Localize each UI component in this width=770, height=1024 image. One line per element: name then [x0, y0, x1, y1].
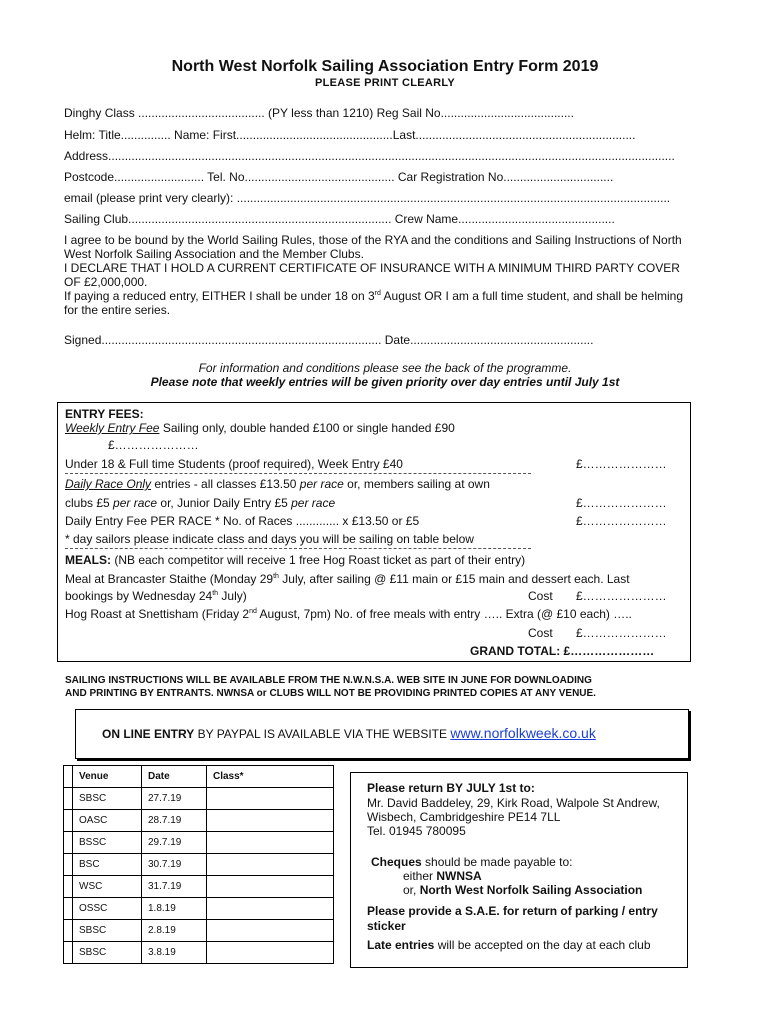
agreement-rules: I agree to be bound by the World Sailing Rules, those of the RYA and the conditions and Sailing Instructions of North West Norfolk Sailing Association and the Member Clubs.	[64, 233, 682, 261]
venue-cell: BSC	[73, 854, 142, 876]
payee-nwnsa: either NWNSA	[403, 869, 482, 883]
venue-cell: OSSC	[73, 898, 142, 920]
email-field[interactable]: email (please print very clearly): ..................................................................................................................................	[64, 191, 671, 205]
table-row	[64, 920, 334, 942]
form-subtitle: PLEASE PRINT CLEARLY	[314, 77, 456, 89]
postcode-tel-car-field[interactable]: Postcode........................... Tel. No............................................. Car Registration No.................................	[64, 170, 614, 184]
form-title: North West Norfolk Sailing Association Entry Form 2019	[171, 58, 599, 75]
venue-cell: SBSC	[73, 942, 142, 964]
cheques-payable: Cheques should be made payable to:	[371, 855, 573, 869]
class-header: Class*	[207, 766, 334, 788]
table-header-row	[64, 766, 334, 788]
entry-fees-box	[57, 402, 691, 662]
return-info-box	[350, 772, 688, 968]
table-row	[64, 942, 334, 964]
divider	[65, 548, 531, 549]
table-row	[64, 898, 334, 920]
daily-fee-per-race: Daily Entry Fee PER RACE * No. of Races ............. x £13.50 or £5	[65, 514, 420, 528]
row-marker-header	[64, 766, 73, 788]
payee-association: or, North West Norfolk Sailing Association	[403, 883, 643, 897]
class-input-cell[interactable]	[207, 788, 334, 810]
class-input-cell[interactable]	[207, 832, 334, 854]
grand-total[interactable]: GRAND TOTAL: £…………………	[470, 644, 655, 658]
return-heading: Please return BY JULY 1st to:	[367, 781, 535, 795]
weekly-entry-fee: Weekly Entry Fee Sailing only, double handed £100 or single handed £90	[65, 421, 455, 435]
venues-table	[63, 765, 334, 964]
date-header: Date	[142, 766, 207, 788]
address-field[interactable]: Address..........................................................................................................................................................................	[64, 149, 675, 163]
daily-race-entry: Daily Race Only entries - all classes £13.50 per race or, members sailing at own	[65, 477, 490, 491]
helm-name-field[interactable]: Helm: Title............... Name: First...............................................Last..................................................................	[64, 128, 636, 142]
weekly-fee-amount[interactable]: £…………………	[108, 438, 199, 452]
return-telephone: Tel. 01945 780095	[367, 824, 466, 838]
return-address-line-1: Mr. David Baddeley, 29, Kirk Road, Walpole St Andrew,	[367, 796, 660, 810]
clubs-entry: clubs £5 per race or, Junior Daily Entry £5 per race	[65, 496, 336, 510]
entry-fees-heading: ENTRY FEES:	[65, 407, 144, 421]
return-address-line-2: Wisbech, Cambridgeshire PE14 7LL	[367, 810, 561, 824]
under18-entry: Under 18 & Full time Students (proof required), Week Entry £40	[65, 457, 403, 471]
priority-note: Please note that weekly entries will be given priority over day entries until July 1st	[150, 375, 620, 389]
table-row	[64, 876, 334, 898]
hog-cost-label: Cost	[528, 626, 553, 640]
signature-date-field[interactable]: Signed.................................................................................... Date.......................................................	[64, 333, 594, 347]
class-input-cell[interactable]	[207, 898, 334, 920]
meals-heading: MEALS: (NB each competitor will receive 1 free Hog Roast ticket as part of their entry)	[65, 553, 526, 567]
late-entries-note: Late entries will be accepted on the day at each club	[367, 938, 651, 952]
date-cell: 1.8.19	[142, 898, 207, 920]
class-input-cell[interactable]	[207, 876, 334, 898]
sae-request-line-1: Please provide a S.A.E. for return of parking / entry	[367, 904, 658, 918]
date-cell: 3.8.19	[142, 942, 207, 964]
class-input-cell[interactable]	[207, 920, 334, 942]
table-row	[64, 832, 334, 854]
dinghy-class-field[interactable]: Dinghy Class ...................................... (PY less than 1210) Reg Sail No........................................	[64, 106, 574, 120]
date-cell: 2.8.19	[142, 920, 207, 942]
brancaster-meal: Meal at Brancaster Staithe (Monday 29th July, after sailing @ £11 main or £15 main and dessert each. Last	[65, 572, 630, 586]
website-link[interactable]: www.norfolkweek.co.uk	[450, 725, 596, 741]
sailing-club-crew-field[interactable]: Sailing Club............................................................................... Crew Name...............................................	[64, 212, 615, 226]
hog-cost-amount[interactable]: £…………………	[576, 626, 667, 640]
day-sailors-note: * day sailors please indicate class and days you will be sailing on table below	[65, 532, 474, 546]
table-row	[64, 788, 334, 810]
divider	[65, 473, 531, 474]
date-cell: 27.7.19	[142, 788, 207, 810]
instructions-note-line-2: AND PRINTING BY ENTRANTS. NWNSA or CLUBS WILL NOT BE PROVIDING PRINTED COPIES AT ANY VENUE.	[65, 688, 596, 699]
date-cell: 31.7.19	[142, 876, 207, 898]
venue-cell: SBSC	[73, 920, 142, 942]
date-cell: 29.7.19	[142, 832, 207, 854]
instructions-note-line-1: SAILING INSTRUCTIONS WILL BE AVAILABLE FROM THE N.W.N.S.A. WEB SITE IN JUNE FOR DOWNLOADING	[65, 675, 592, 686]
online-entry-text: ON LINE ENTRY BY PAYPAL IS AVAILABLE VIA THE WEBSITE www.norfolkweek.co.uk	[102, 725, 596, 741]
class-input-cell[interactable]	[207, 810, 334, 832]
venue-cell: OASC	[73, 810, 142, 832]
date-cell: 30.7.19	[142, 854, 207, 876]
class-input-cell[interactable]	[207, 942, 334, 964]
daily-fee-amount[interactable]: £…………………	[576, 514, 667, 528]
table-row	[64, 810, 334, 832]
hog-roast: Hog Roast at Snettisham (Friday 2nd August, 7pm) No. of free meals with entry ….. Extra (@ £10 each) …..	[65, 607, 632, 621]
meal-cost-amount[interactable]: £…………………	[576, 589, 667, 603]
venue-cell: SBSC	[73, 788, 142, 810]
table-row	[64, 854, 334, 876]
insurance-declaration: I DECLARE THAT I HOLD A CURRENT CERTIFICATE OF INSURANCE WITH A MINIMUM THIRD PARTY COVER OF £2,000,000.	[64, 261, 680, 289]
date-cell: 28.7.19	[142, 810, 207, 832]
venue-cell: WSC	[73, 876, 142, 898]
reduced-entry-statement: If paying a reduced entry, EITHER I shall be under 18 on 3rd August OR I am a full time student, and shall be helming for the entire series.	[64, 289, 684, 317]
brancaster-booking: bookings by Wednesday 24th July)	[65, 589, 247, 603]
info-note: For information and conditions please see the back of the programme.	[198, 361, 572, 375]
venue-header: Venue	[73, 766, 142, 788]
venue-cell: BSSC	[73, 832, 142, 854]
class-input-cell[interactable]	[207, 854, 334, 876]
sae-request-line-2: sticker	[367, 919, 406, 933]
online-entry-box	[75, 709, 689, 759]
under18-amount[interactable]: £…………………	[576, 457, 667, 471]
clubs-amount[interactable]: £…………………	[576, 496, 667, 510]
meal-cost-label: Cost	[528, 589, 553, 603]
